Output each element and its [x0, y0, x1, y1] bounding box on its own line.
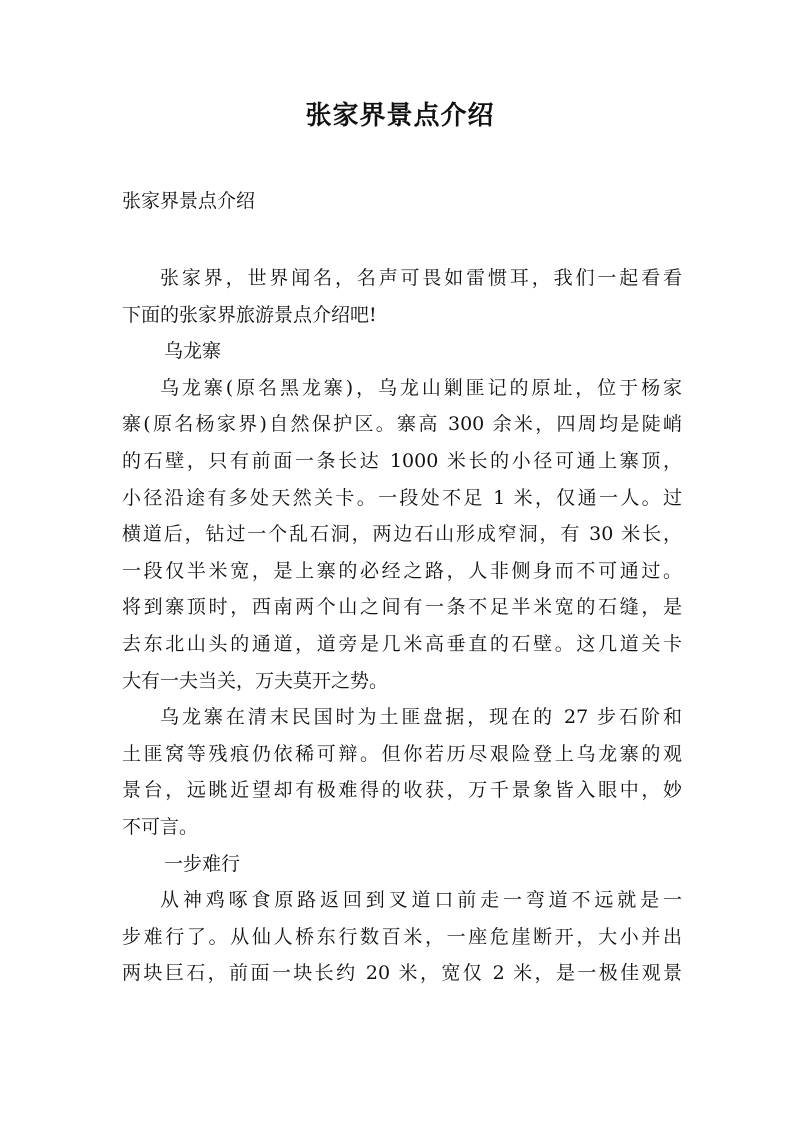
document-subtitle: 张家界景点介绍 — [122, 190, 256, 212]
text-line: 景台，远眺近望却有极难得的收获，万千景象皆入眼中，妙 — [122, 779, 682, 802]
text-line: 乌龙寨(原名黑龙寨)，乌龙山剿匪记的原址，位于杨家 — [160, 376, 682, 399]
text-line: 小径沿途有多处天然关卡。一段处不足 1 米，仅通一人。过 — [122, 486, 682, 509]
text-line: 的石壁，只有前面一条长达 1000 米长的小径可通上寨顶， — [122, 449, 682, 472]
paragraph-wulongzhai-1 — [122, 370, 682, 699]
text-line: 步难行了。从仙人桥东行数百米，一座危崖断开，大小并出 — [122, 925, 682, 948]
text-line: 一段仅半米宽，是上寨的必经之路，人非侧身而不可通过。 — [122, 559, 682, 582]
text-line: 将到寨顶时，西南两个山之间有一条不足半米宽的石缝，是 — [122, 596, 682, 619]
text-line: 大有一夫当关，万夫莫开之势。 — [122, 669, 389, 692]
document-body — [122, 260, 682, 992]
text-line: 去东北山头的通道，道旁是几米高垂直的石壁。这几道关卡 — [122, 632, 682, 655]
document-title: 张家界景点介绍 — [305, 101, 495, 131]
section-heading-wulongzhai — [122, 333, 682, 370]
text-line: 不可言。 — [122, 815, 199, 838]
paragraph-yibunanxing-1 — [122, 882, 682, 992]
section-heading: 乌龙寨 — [164, 340, 222, 363]
text-line: 横道后，钻过一个乱石洞，两边石山形成窄洞，有 30 米长， — [122, 523, 682, 546]
section-heading-yibunanxing — [122, 846, 682, 883]
text-line: 从神鸡啄食原路返回到叉道口前走一弯道不远就是一 — [160, 889, 682, 912]
text-line: 土匪窝等残痕仍依稀可辩。但你若历尽艰险登上乌龙寨的观 — [122, 742, 682, 765]
text-line: 下面的张家界旅游景点介绍吧! — [122, 303, 377, 326]
text-line: 乌龙寨在清末民国时为土匪盘据，现在的 27 步石阶和 — [160, 706, 682, 729]
section-heading: 一步难行 — [164, 852, 241, 875]
text-line: 两块巨石，前面一块长约 20 米，宽仅 2 米，是一极佳观景 — [122, 962, 682, 985]
paragraph-intro — [122, 260, 682, 333]
text-line: 张家界，世界闻名，名声可畏如雷惯耳，我们一起看看 — [160, 267, 682, 289]
text-line: 寨(原名杨家界)自然保护区。寨高 300 余米，四周均是陡峭 — [122, 413, 682, 436]
paragraph-wulongzhai-2 — [122, 699, 682, 845]
